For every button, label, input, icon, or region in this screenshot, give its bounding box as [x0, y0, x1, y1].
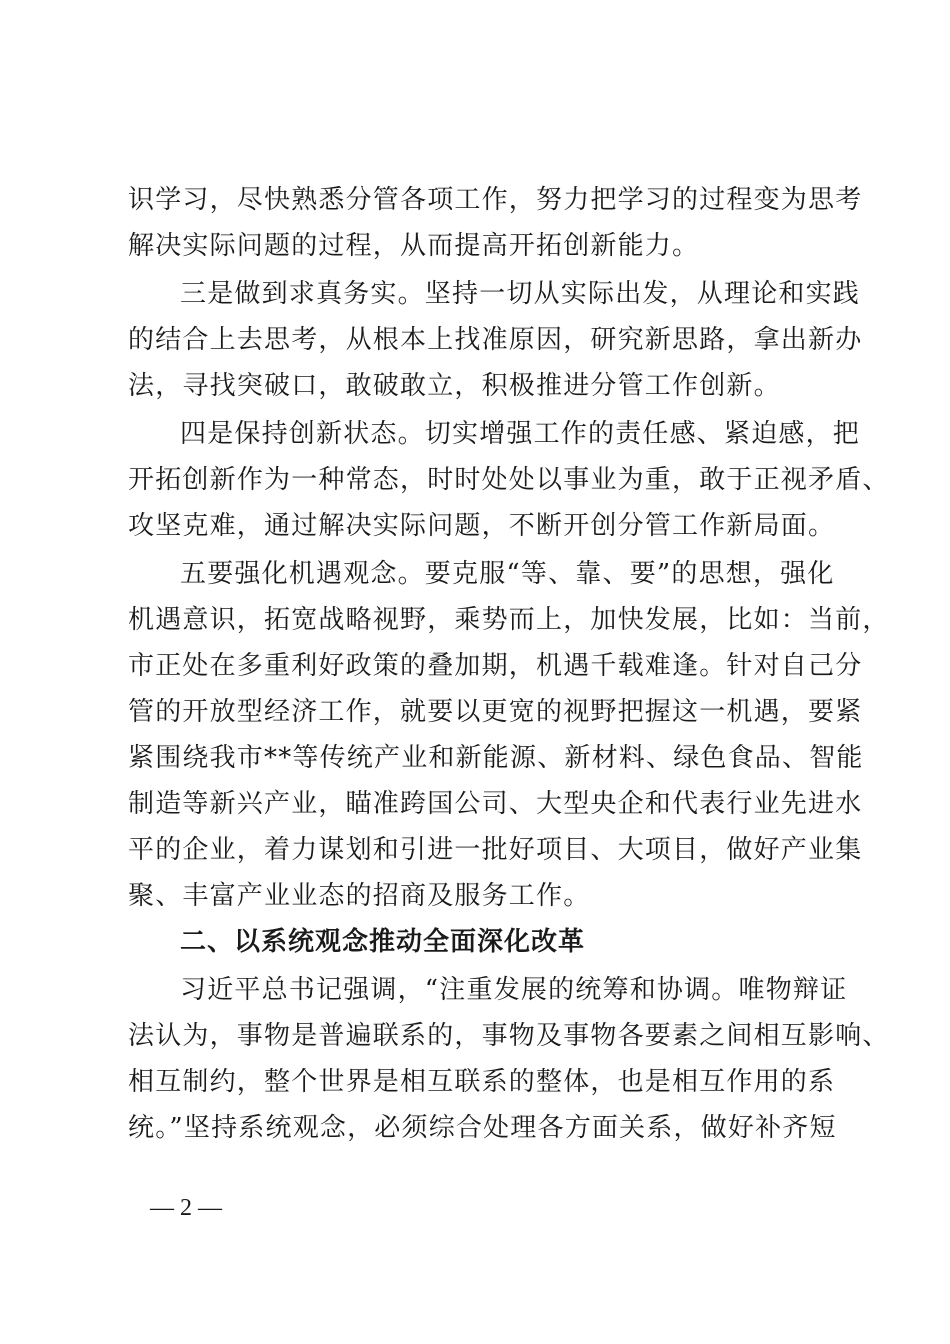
text-line: 聚、丰富产业业态的招商及服务工作。 [128, 881, 591, 911]
paragraph-start-line: 五要强化机遇观念。要克服“等、靠、要”的思想，强化 [180, 559, 835, 589]
text-line: 管的开放型经济工作，就要以更宽的视野把握这一机遇，要紧 [128, 697, 863, 727]
page-number: — 2 — [150, 1195, 222, 1221]
text-line: 的结合上去思考，从根本上找准原因，研究新思路，拿出新办 [128, 325, 863, 355]
paragraph-start-line: 四是保持创新状态。切实增强工作的责任感、紧迫感，把 [180, 419, 861, 449]
section-heading: 二、以系统观念推动全面深化改革 [180, 927, 586, 957]
text-line: 识学习，尽快熟悉分管各项工作，努力把学习的过程变为思考 [128, 185, 863, 215]
text-line: 制造等新兴产业，瞄准跨国公司、大型央企和代表行业先进水 [128, 789, 863, 819]
text-line: 平的企业，着力谋划和引进一批好项目、大项目，做好产业集 [128, 835, 863, 865]
text-line: 法，寻找突破口，敢破敢立，积极推进分管工作创新。 [128, 371, 781, 401]
text-line: 统。”坚持系统观念，必须综合处理各方面关系，做好补齐短 [128, 1113, 837, 1143]
text-line: 机遇意识，拓宽战略视野，乘势而上，加快发展，比如：当前， [128, 605, 890, 635]
text-line: 解决实际问题的过程，从而提高开拓创新能力。 [128, 231, 700, 261]
paragraph-start-line: 三是做到求真务实。坚持一切从实际出发，从理论和实践 [180, 279, 861, 309]
text-line: 市正处在多重利好政策的叠加期，机遇千载难逢。针对自己分 [128, 651, 863, 681]
paragraph-start-line: 习近平总书记强调，“注重发展的统筹和协调。唯物辩证 [180, 975, 848, 1005]
text-line: 紧围绕我市**等传统产业和新能源、新材料、绿色食品、智能 [128, 743, 864, 773]
text-line: 法认为，事物是普遍联系的，事物及事物各要素之间相互影响、 [128, 1021, 890, 1051]
text-line: 开拓创新作为一种常态，时时处处以事业为重，敢于正视矛盾、 [128, 465, 890, 495]
text-line: 相互制约，整个世界是相互联系的整体，也是相互作用的系 [128, 1067, 836, 1097]
text-line: 攻坚克难，通过解决实际问题，不断开创分管工作新局面。 [128, 511, 836, 541]
